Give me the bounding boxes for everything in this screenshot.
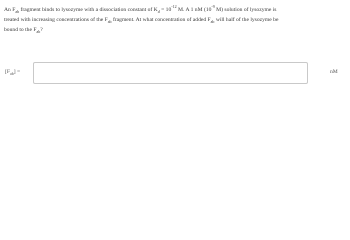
subscript: ab [15,9,20,15]
question-text-segment: An F [4,7,16,13]
answer-label-prefix: [F [5,69,10,75]
question-line-3 [4,25,348,35]
answer-label-subscript: ab [9,71,14,77]
kd-subscript: d [157,9,160,15]
question-line-2 [4,15,348,25]
question-text-segment: will half of the lysozyme be [214,17,279,23]
subscript: ab [210,19,215,25]
question-text-segment: treated with increasing concentrations of the F [4,17,108,23]
question-text-segment: fragment binds to lysozyme with a dissociation constant of K [19,7,158,13]
question-line-1 [4,5,348,15]
question-text-segment: M) solution of lysozyme is [214,7,277,13]
answer-input[interactable] [33,62,308,84]
unit-label: nM [330,69,338,75]
answer-label-suffix: ] = [13,69,21,75]
question-text-segment: bound to the F [4,27,37,33]
superscript: -9 [211,4,215,10]
question-text-segment: fragment. At what concentration of added F [111,17,211,23]
answer-label [5,69,20,75]
question-text [4,5,348,35]
answer-row [4,61,346,89]
superscript: -12 [171,4,177,10]
subscript: ab [107,19,112,25]
subscript: ab [36,29,41,35]
question-text-segment: M. A 1 nM (10 [176,7,212,13]
question-text-segment: = 10 [159,7,172,13]
question-text-segment: ? [40,27,43,33]
